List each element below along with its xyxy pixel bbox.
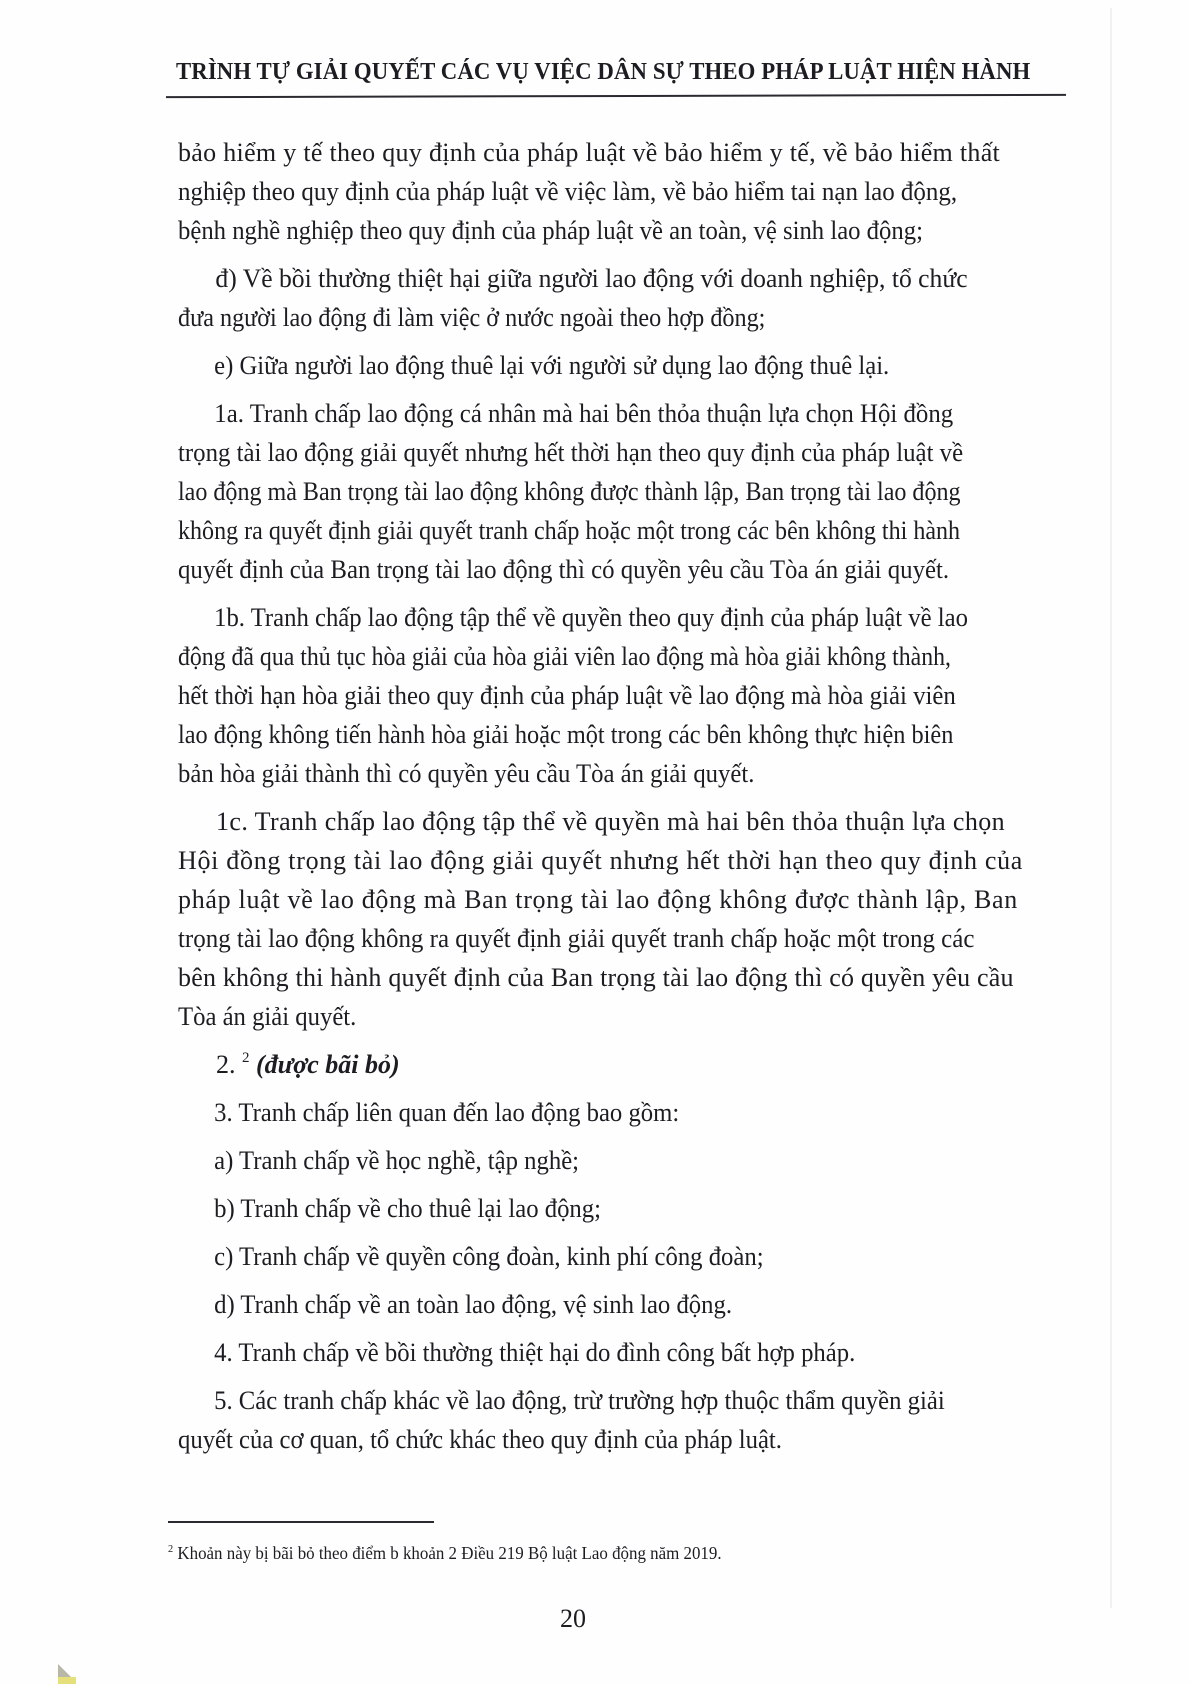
text-line: bản hòa giải thành thì có quyền yêu cầu Tòa án giải quyết.	[178, 759, 755, 788]
paragraph-item-1c	[178, 802, 1063, 1036]
running-header: TRÌNH TỰ GIẢI QUYẾT CÁC VỤ VIỆC DÂN SỰ THEO PHÁP LUẬT HIỆN HÀNH	[176, 58, 1031, 85]
page-edge-shadow	[1110, 8, 1112, 1608]
text-line: 4. Tranh chấp về bồi thường thiệt hại do đình công bất hợp pháp.	[214, 1338, 856, 1367]
paragraph-item-d-stroke	[178, 259, 1063, 337]
paragraph-item-e	[178, 346, 1063, 385]
footnote-separator	[168, 1521, 434, 1523]
text-line: nghiệp theo quy định của pháp luật về việc làm, về bảo hiểm tai nạn lao động,	[178, 177, 958, 206]
text-line: quyết của cơ quan, tổ chức khác theo quy định của pháp luật.	[178, 1425, 782, 1454]
text-line: bảo hiểm y tế theo quy định của pháp luật về bảo hiểm y tế, về bảo hiểm thất	[178, 138, 1001, 167]
paragraph-continuation	[178, 133, 1063, 250]
paragraph-item-4	[178, 1333, 1063, 1372]
body-text	[178, 133, 1063, 1468]
paragraph-item-1a	[178, 394, 1063, 589]
text-line: 5. Các tranh chấp khác về lao động, trừ trường hợp thuộc thẩm quyền giải	[214, 1386, 945, 1415]
text-line: trọng tài lao động giải quyết nhưng hết thời hạn theo quy định của pháp luật về	[178, 438, 964, 467]
paragraph-item-5	[178, 1381, 1063, 1459]
text-line	[178, 1045, 1063, 1084]
text-line: Hội đồng trọng tài lao động giải quyết nhưng hết thời hạn theo quy định của	[178, 846, 1024, 875]
footnote	[168, 1543, 722, 1564]
paragraph-item-1b	[178, 598, 1063, 793]
text-line: 1c. Tranh chấp lao động tập thể về quyền mà hai bên thỏa thuận lựa chọn	[216, 807, 1006, 836]
paragraph-item-3c	[178, 1237, 1063, 1276]
paragraph-item-2	[178, 1045, 1063, 1084]
text-line: đ) Về bồi thường thiệt hại giữa người lao động với doanh nghiệp, tổ chức	[215, 264, 968, 293]
paragraph-item-3a	[178, 1141, 1063, 1180]
footnote-marker: 2	[168, 1543, 174, 1555]
text-line: hết thời hạn hòa giải theo quy định của pháp luật về lao động mà hòa giải viên	[178, 681, 956, 710]
scan-corner-highlight	[58, 1677, 76, 1684]
footnote-text: Khoản này bị bãi bỏ theo điểm b khoản 2 Điều 219 Bộ luật Lao động năm 2019.	[177, 1543, 722, 1563]
text-line: lao động mà Ban trọng tài lao động không được thành lập, Ban trọng tài lao động	[178, 477, 961, 506]
paragraph-item-3d	[178, 1285, 1063, 1324]
paragraph-item-3	[178, 1093, 1063, 1132]
repealed-note: (được bãi bỏ)	[256, 1050, 400, 1079]
text-line: b) Tranh chấp về cho thuê lại lao động;	[214, 1194, 602, 1223]
text-line: Tòa án giải quyết.	[178, 1002, 357, 1031]
text-line: pháp luật về lao động mà Ban trọng tài lao động không được thành lập, Ban	[178, 885, 1018, 914]
text-line: không ra quyết định giải quyết tranh chấp hoặc một trong các bên không thi hành	[178, 516, 961, 545]
text-line: 1a. Tranh chấp lao động cá nhân mà hai bên thỏa thuận lựa chọn Hội đồng	[214, 399, 954, 428]
text-line: bệnh nghề nghiệp theo quy định của pháp luật về an toàn, vệ sinh lao động;	[178, 216, 923, 245]
text-line: quyết định của Ban trọng tài lao động thì có quyền yêu cầu Tòa án giải quyết.	[178, 555, 950, 584]
text-line: d) Tranh chấp về an toàn lao động, vệ sinh lao động.	[214, 1290, 733, 1319]
footnote-reference[interactable]: 2	[242, 1050, 250, 1066]
text-line: e) Giữa người lao động thuê lại với người sử dụng lao động thuê lại.	[214, 351, 890, 380]
page-number: 20	[560, 1604, 586, 1633]
text-line: lao động không tiến hành hòa giải hoặc một trong các bên không thực hiện biên	[178, 720, 954, 749]
text-line: 1b. Tranh chấp lao động tập thể về quyền theo quy định của pháp luật về lao	[214, 603, 968, 632]
text-line: động đã qua thủ tục hòa giải của hòa giải viên lao động mà hòa giải không thành,	[178, 642, 951, 671]
text-line: đưa người lao động đi làm việc ở nước ngoài theo hợp đồng;	[178, 303, 766, 332]
text-line: 3. Tranh chấp liên quan đến lao động bao gồm:	[214, 1098, 680, 1127]
text-line: trọng tài lao động không ra quyết định giải quyết tranh chấp hoặc một trong các	[178, 924, 975, 953]
text-line: a) Tranh chấp về học nghề, tập nghề;	[214, 1146, 580, 1175]
header-rule	[166, 94, 1066, 98]
text-line: bên không thi hành quyết định của Ban trọng tài lao động thì có quyền yêu cầu	[178, 963, 1014, 992]
text-line: c) Tranh chấp về quyền công đoàn, kinh phí công đoàn;	[214, 1242, 764, 1271]
item-number: 2.	[216, 1050, 236, 1079]
paragraph-item-3b	[178, 1189, 1063, 1228]
